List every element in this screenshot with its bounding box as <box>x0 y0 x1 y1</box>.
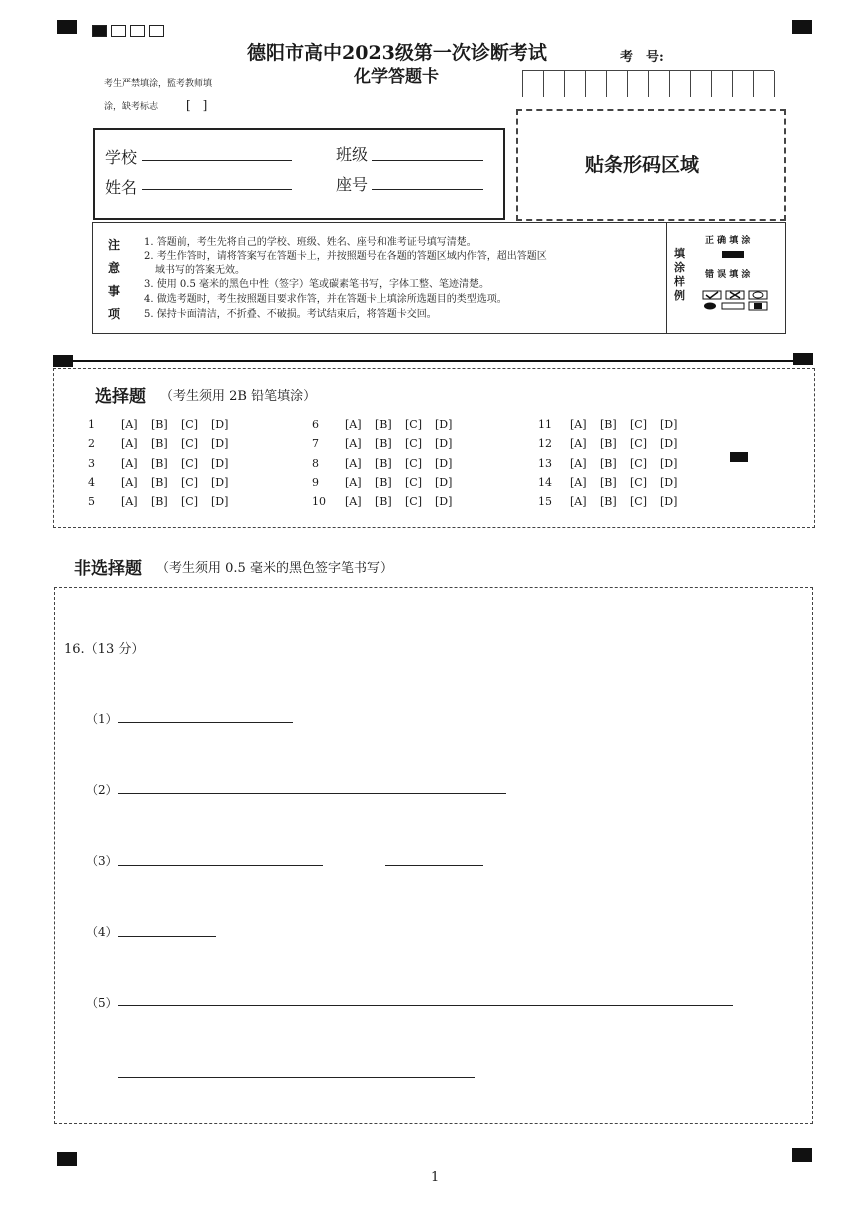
answer-bubble-b[interactable]: [B] <box>375 418 392 431</box>
marker-square <box>130 25 145 37</box>
exam-number-column-divider <box>585 71 586 97</box>
question-16-label: 16.（13 分） <box>64 642 145 657</box>
answer-bubble-b[interactable]: [B] <box>151 476 168 489</box>
marker-square <box>111 25 126 37</box>
choice-title: 选择题 <box>95 387 146 407</box>
question-number: 1 <box>88 418 95 431</box>
timing-mark-mid-left <box>53 355 73 367</box>
answer-bubble-d[interactable]: [D] <box>211 476 229 489</box>
question-number: 15 <box>538 495 552 508</box>
marker-square <box>149 25 164 37</box>
answer-bubble-d[interactable]: [D] <box>211 495 229 508</box>
correct-fill-label: 正 确 填 涂 <box>705 236 751 246</box>
school-field[interactable] <box>142 160 292 161</box>
part-2-label: （2） <box>86 783 118 797</box>
question-number: 4 <box>88 476 95 489</box>
timing-mark-mid-right <box>793 353 813 365</box>
answer-bubble-d[interactable]: [D] <box>660 495 678 508</box>
question-number: 12 <box>538 437 552 450</box>
answer-bubble-d[interactable]: [D] <box>211 457 229 470</box>
sample-label-3: 样 <box>674 275 685 288</box>
answer-bubble-c[interactable]: [C] <box>405 418 422 431</box>
school-label: 学校 <box>105 148 138 167</box>
nonchoice-title: 非选择题 <box>74 559 142 579</box>
answer-bubble-d[interactable]: [D] <box>435 476 453 489</box>
answer-bubble-a[interactable]: [A] <box>345 476 362 489</box>
answer-bubble-c[interactable]: [C] <box>181 495 198 508</box>
class-label: 班级 <box>336 145 369 164</box>
answer-bubble-c[interactable]: [C] <box>181 476 198 489</box>
exam-number-column-divider <box>774 71 775 97</box>
seat-field[interactable] <box>372 189 483 190</box>
sample-label-4: 例 <box>674 289 685 302</box>
notice-item-1: 1. 答题前，考生先将自己的学校、班级、姓名、座号和准考证号填写清楚。 <box>144 237 477 248</box>
answer-bubble-c[interactable]: [C] <box>405 437 422 450</box>
part-3-answer-line-b[interactable] <box>385 865 483 866</box>
answer-bubble-b[interactable]: [B] <box>151 495 168 508</box>
section-divider <box>73 360 793 362</box>
absent-note-line2: 涂，缺考标志 <box>104 102 159 112</box>
marker-square-filled <box>92 25 107 37</box>
answer-bubble-b[interactable]: [B] <box>600 476 617 489</box>
part-5-label: （5） <box>86 996 118 1010</box>
notice-item-5: 5. 保持卡面清洁，不折叠、不破损。考试结束后，将答题卡交回。 <box>144 309 437 320</box>
absent-note-line1: 考生严禁填涂，監考教师填 <box>104 79 213 89</box>
answer-bubble-c[interactable]: [C] <box>405 495 422 508</box>
answer-bubble-d[interactable]: [D] <box>435 437 453 450</box>
part-3-label: （3） <box>86 854 118 868</box>
exam-number-column-divider <box>543 71 544 97</box>
answer-bubble-b[interactable]: [B] <box>375 457 392 470</box>
answer-bubble-d[interactable]: [D] <box>435 495 453 508</box>
choice-timing-mark <box>730 452 748 462</box>
part-2-answer-line[interactable] <box>118 793 506 794</box>
seat-label: 座号 <box>336 175 369 194</box>
question-number: 9 <box>312 476 319 489</box>
answer-bubble-c[interactable]: [C] <box>181 418 198 431</box>
question-number: 6 <box>312 418 319 431</box>
answer-bubble-c[interactable]: [C] <box>630 495 647 508</box>
name-label: 姓名 <box>105 178 138 197</box>
answer-bubble-c[interactable]: [C] <box>181 457 198 470</box>
answer-bubble-a[interactable]: [A] <box>121 457 138 470</box>
exam-number-column-divider <box>732 71 733 97</box>
card-subtitle: 化学答题卡 <box>354 67 439 87</box>
answer-bubble-a[interactable]: [A] <box>345 457 362 470</box>
answer-bubble-a[interactable]: [A] <box>121 495 138 508</box>
student-info-box <box>93 128 505 220</box>
answer-bubble-b[interactable]: [B] <box>375 476 392 489</box>
answer-bubble-a[interactable]: [A] <box>121 476 138 489</box>
answer-bubble-d[interactable]: [D] <box>660 418 678 431</box>
exam-number-column-divider <box>606 71 607 97</box>
answer-bubble-c[interactable]: [C] <box>630 437 647 450</box>
answer-bubble-b[interactable]: [B] <box>600 495 617 508</box>
correct-fill-sample <box>722 251 744 258</box>
notice-heading-2: 意 <box>108 261 121 275</box>
question-number: 2 <box>88 437 95 450</box>
answer-bubble-d[interactable]: [D] <box>660 437 678 450</box>
answer-bubble-a[interactable]: [A] <box>121 437 138 450</box>
name-field[interactable] <box>142 189 292 190</box>
question-number: 8 <box>312 457 319 470</box>
exam-number-grid[interactable] <box>522 70 774 99</box>
notice-item-2-cont: 域书写的答案无效。 <box>155 265 245 276</box>
class-field[interactable] <box>372 160 483 161</box>
answer-bubble-a[interactable]: [A] <box>345 495 362 508</box>
answer-bubble-a[interactable]: [A] <box>121 418 138 431</box>
nonchoice-answer-area <box>54 587 813 1124</box>
part-1-answer-line[interactable] <box>118 722 293 723</box>
answer-bubble-a[interactable]: [A] <box>570 437 587 450</box>
notice-box-divider <box>666 223 667 333</box>
answer-bubble-c[interactable]: [C] <box>630 457 647 470</box>
answer-bubble-a[interactable]: [A] <box>570 495 587 508</box>
question-number: 14 <box>538 476 552 489</box>
barcode-area-label: 贴条形码区域 <box>585 154 700 176</box>
answer-bubble-b[interactable]: [B] <box>600 418 617 431</box>
wrong-fill-samples <box>702 289 774 313</box>
exam-number-column-divider <box>711 71 712 97</box>
answer-bubble-a[interactable]: [A] <box>570 418 587 431</box>
answer-bubble-b[interactable]: [B] <box>151 437 168 450</box>
exam-number-label: 考 号: <box>620 50 664 65</box>
part-4-answer-line[interactable] <box>118 936 216 937</box>
exam-title: 德阳市高中2023级第一次诊断考试 <box>247 42 547 64</box>
answer-bubble-d[interactable]: [D] <box>435 457 453 470</box>
answer-bubble-b[interactable]: [B] <box>151 457 168 470</box>
notice-heading-1: 注 <box>108 238 121 252</box>
answer-bubble-d[interactable]: [D] <box>435 418 453 431</box>
answer-bubble-b[interactable]: [B] <box>600 457 617 470</box>
exam-number-column-divider <box>522 71 523 97</box>
part-1-label: （1） <box>86 712 118 726</box>
sample-label-2: 涂 <box>674 261 685 274</box>
notice-item-2: 2. 考生作答时，请将答案写在答题卡上，并按照题号在各题的答题区域内作答，超出答题区 <box>144 251 547 262</box>
notice-heading-3: 事 <box>108 284 121 298</box>
answer-bubble-c[interactable]: [C] <box>405 457 422 470</box>
exam-number-column-divider <box>648 71 649 97</box>
question-number: 7 <box>312 437 319 450</box>
answer-bubble-a[interactable]: [A] <box>345 437 362 450</box>
answer-bubble-c[interactable]: [C] <box>630 476 647 489</box>
notice-heading-4: 项 <box>108 307 121 321</box>
part-3-answer-line-a[interactable] <box>118 865 323 866</box>
exam-number-column-divider <box>627 71 628 97</box>
answer-bubble-d[interactable]: [D] <box>211 418 229 431</box>
part-5-answer-line-a[interactable] <box>118 1005 733 1006</box>
notice-item-3: 3. 使用 0.5 毫米的黑色中性（签字）笔或碳素笔书写，字体工整、笔迹清楚。 <box>144 279 489 290</box>
answer-bubble-a[interactable]: [A] <box>570 457 587 470</box>
exam-number-column-divider <box>753 71 754 97</box>
question-number: 11 <box>538 418 552 431</box>
answer-bubble-b[interactable]: [B] <box>375 437 392 450</box>
question-number: 13 <box>538 457 552 470</box>
question-number: 3 <box>88 457 95 470</box>
answer-bubble-c[interactable]: [C] <box>405 476 422 489</box>
timing-mark-bottom-right <box>792 1148 812 1162</box>
exam-number-column-divider <box>690 71 691 97</box>
timing-mark-bottom-left <box>57 1152 77 1166</box>
nonchoice-note: （考生须用 0.5 毫米的黑色签字笔书写） <box>156 561 393 576</box>
answer-bubble-a[interactable]: [A] <box>570 476 587 489</box>
answer-bubble-c[interactable]: [C] <box>630 418 647 431</box>
part-4-label: （4） <box>86 925 118 939</box>
exam-number-column-divider <box>564 71 565 97</box>
question-number: 5 <box>88 495 95 508</box>
absent-checkbox[interactable]: [ ] <box>186 98 208 112</box>
timing-mark-top-left <box>57 20 77 34</box>
answer-bubble-d[interactable]: [D] <box>660 476 678 489</box>
page-marker-squares <box>92 20 168 39</box>
answer-bubble-d[interactable]: [D] <box>211 437 229 450</box>
sample-label-1: 填 <box>674 247 685 260</box>
answer-bubble-b[interactable]: [B] <box>151 418 168 431</box>
answer-bubble-d[interactable]: [D] <box>660 457 678 470</box>
choice-note: （考生须用 2B 铅笔填涂） <box>160 389 317 404</box>
exam-number-column-divider <box>669 71 670 97</box>
notice-item-4: 4. 做选考题时，考生按照题目要求作答，并在答题卡上填涂所选题目的类型选项。 <box>144 294 507 305</box>
timing-mark-top-right <box>792 20 812 34</box>
wrong-fill-label: 错 误 填 涂 <box>705 270 751 280</box>
question-number: 10 <box>312 495 326 508</box>
answer-bubble-b[interactable]: [B] <box>375 495 392 508</box>
part-5-answer-line-b[interactable] <box>118 1077 475 1078</box>
answer-bubble-a[interactable]: [A] <box>345 418 362 431</box>
page-number: 1 <box>431 1170 440 1185</box>
answer-bubble-c[interactable]: [C] <box>181 437 198 450</box>
answer-bubble-b[interactable]: [B] <box>600 437 617 450</box>
